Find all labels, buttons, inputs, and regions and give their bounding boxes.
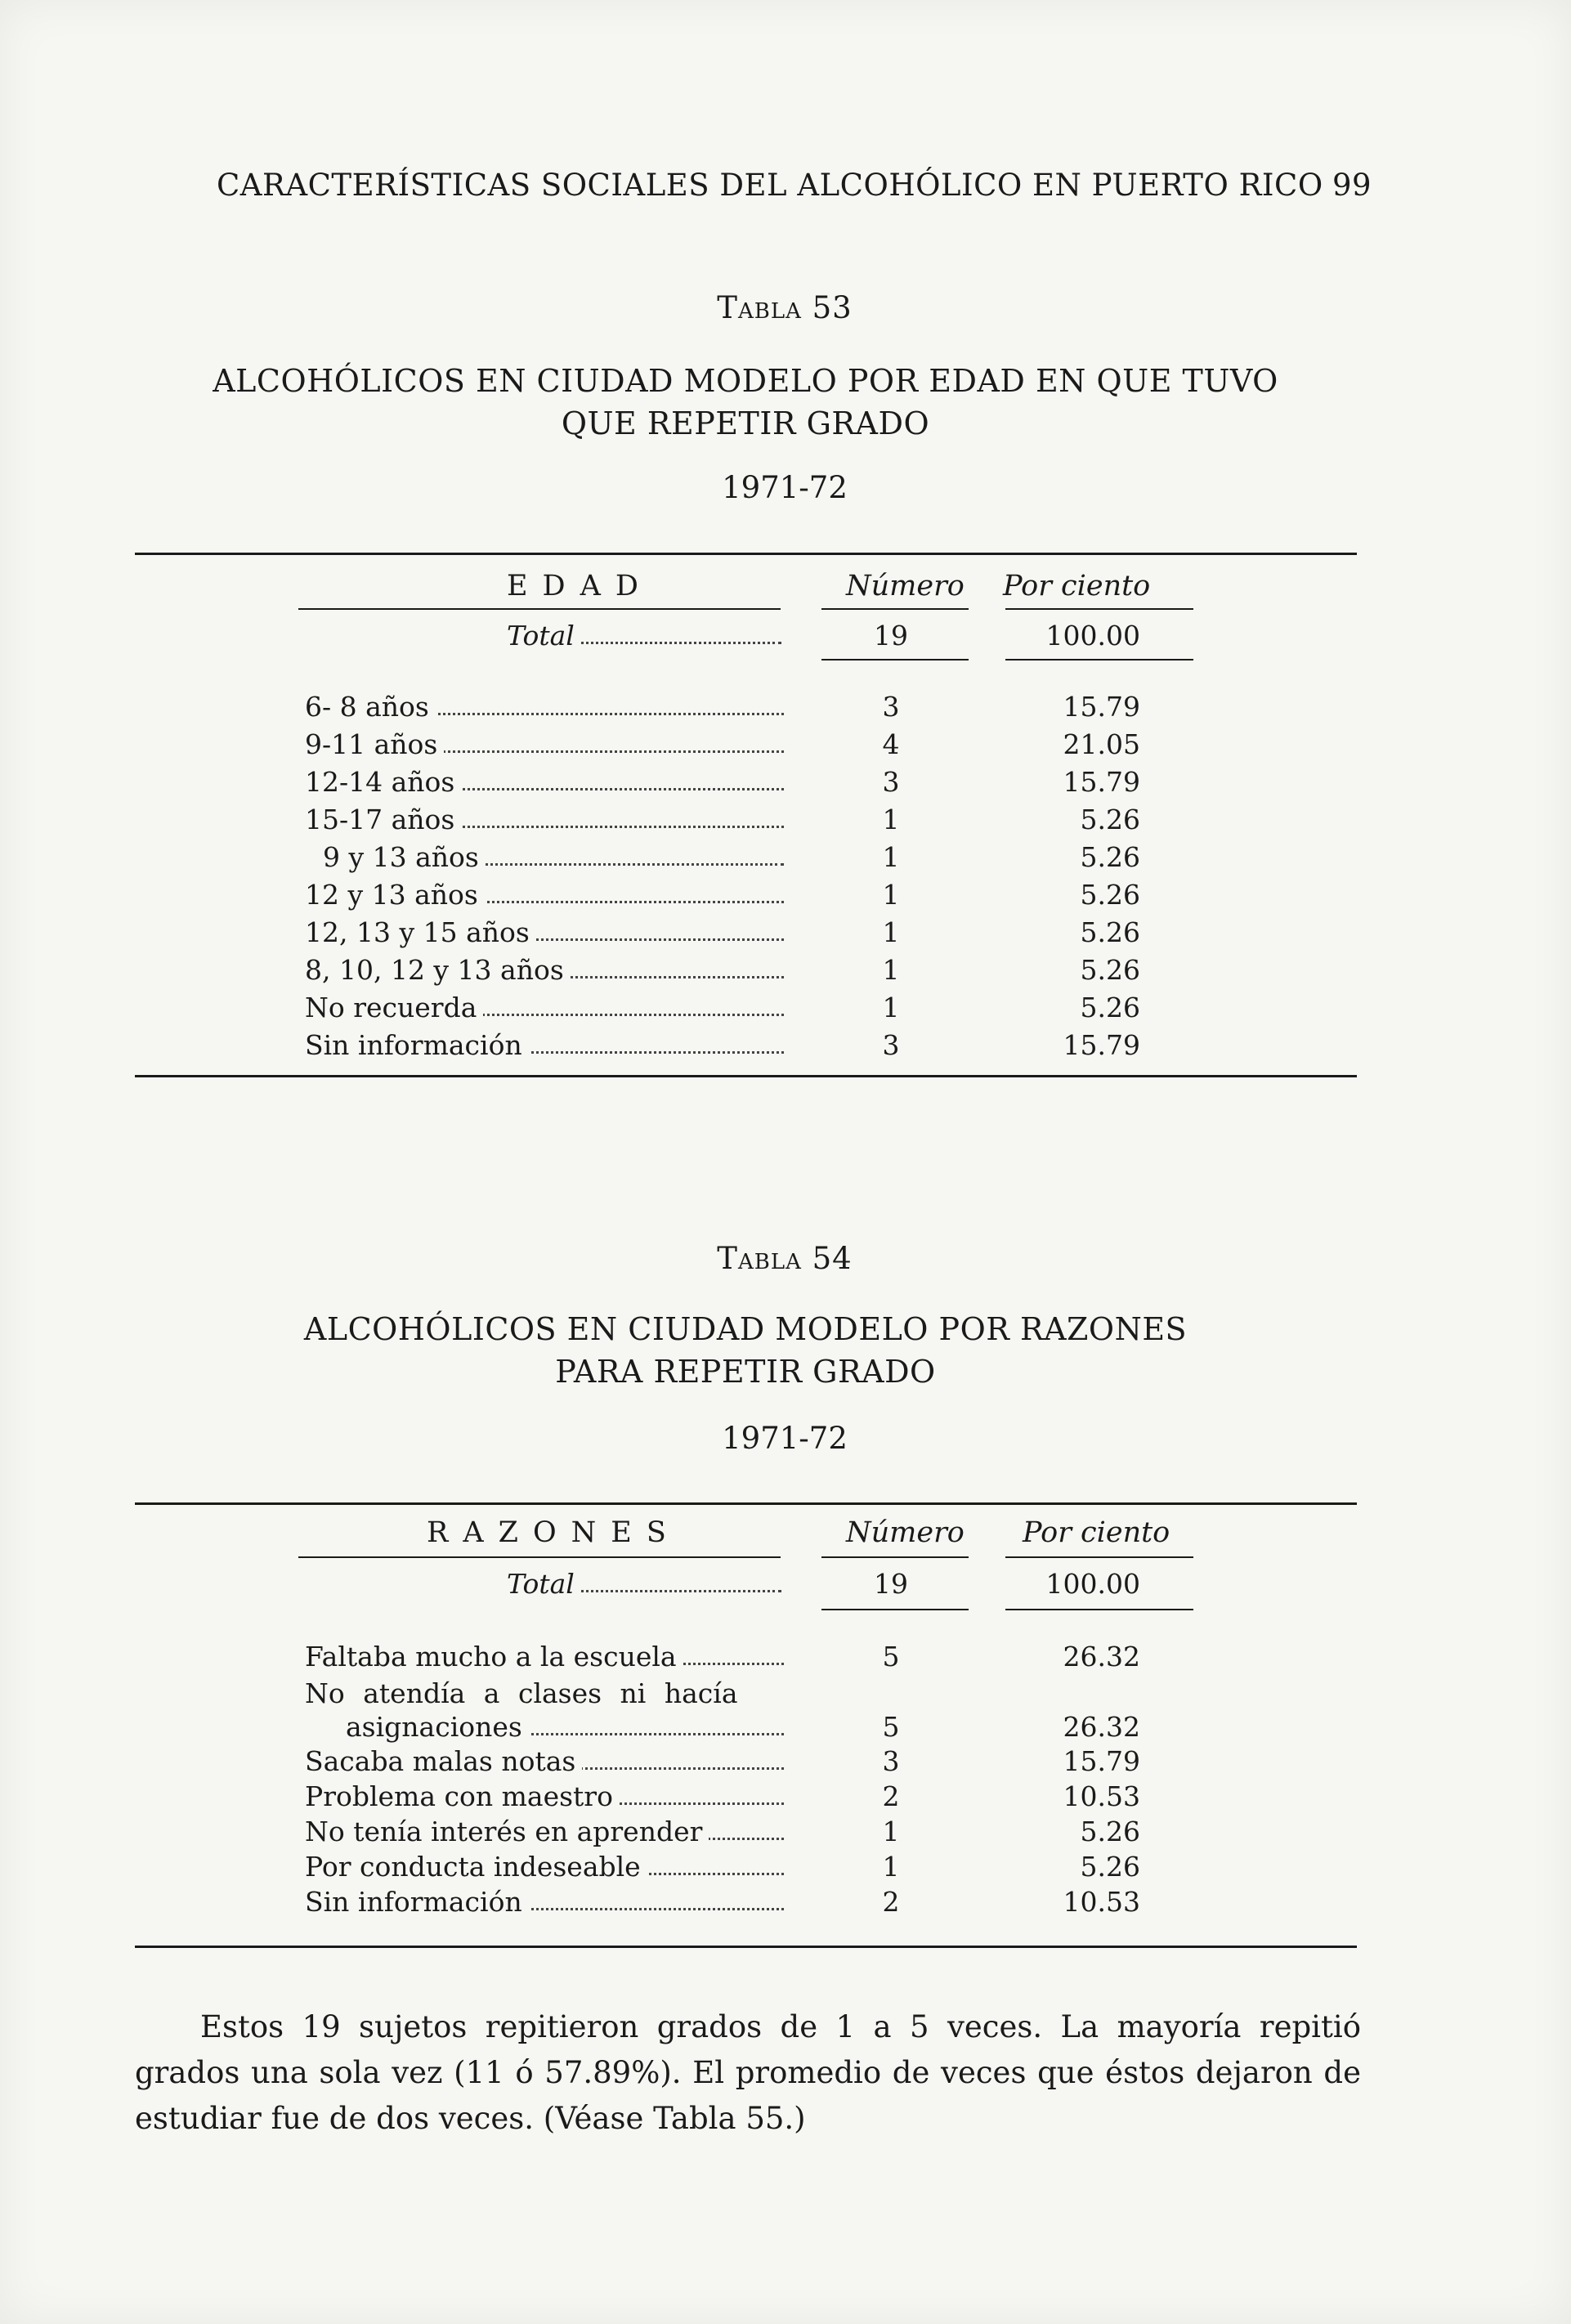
table-row [0, 1711, 1571, 1749]
page-number: 99 [1332, 168, 1372, 203]
row-label: Sacaba malas notas [305, 1745, 582, 1777]
row-percent: 5.26 [1080, 1851, 1140, 1883]
row-number: 2 [882, 1780, 900, 1812]
total-label: Total [507, 620, 581, 652]
total-number: 19 [874, 620, 908, 652]
row-number: 4 [882, 728, 900, 760]
total-underline [821, 1609, 969, 1610]
table-row [0, 1780, 1571, 1818]
table-row [0, 728, 1571, 766]
table-title-line: QUE REPETIR GRADO [561, 405, 930, 441]
row-number: 3 [882, 691, 900, 723]
header-underline [1005, 608, 1193, 610]
row-number: 5 [882, 1711, 900, 1743]
column-header-category: EDAD [507, 570, 653, 602]
row-label: 6- 8 años [305, 691, 436, 723]
row-percent: 5.26 [1080, 879, 1140, 911]
table-label-word: Tabla [717, 290, 802, 325]
total-underline [1005, 1609, 1193, 1610]
table-row [0, 1816, 1571, 1853]
row-percent: 26.32 [1063, 1711, 1140, 1743]
row-label: No tenía interés en aprender [305, 1816, 709, 1847]
row-label: No atendía a clases ni hacía [305, 1677, 745, 1709]
row-number: 5 [882, 1641, 900, 1672]
row-percent: 5.26 [1080, 954, 1140, 986]
column-header-percent: Por ciento [1003, 570, 1151, 602]
row-number: 1 [882, 879, 900, 911]
table-54-year: 1971-72 [722, 1421, 848, 1456]
table-row [0, 879, 1571, 916]
row-percent: 5.26 [1080, 804, 1140, 835]
header-underline [298, 1556, 781, 1558]
row-percent: 5.26 [1080, 1816, 1140, 1847]
table-row [0, 1745, 1571, 1783]
total-label: Total [507, 1568, 581, 1600]
row-number: 1 [882, 954, 900, 986]
table-title-line: ALCOHÓLICOS EN CIUDAD MODELO POR RAZONES [303, 1311, 1188, 1347]
row-percent: 5.26 [1080, 841, 1140, 873]
table-label-number: 54 [812, 1241, 853, 1276]
total-underline [821, 659, 969, 660]
row-number: 1 [882, 804, 900, 835]
table-row [0, 766, 1571, 804]
table-row [0, 841, 1571, 879]
table-54-title [92, 1308, 1399, 1393]
total-number: 19 [874, 1568, 908, 1600]
row-label: Problema con maestro [305, 1780, 620, 1812]
row-percent: 15.79 [1063, 691, 1140, 723]
row-percent: 15.79 [1063, 1745, 1140, 1777]
row-label: Sin información [305, 1886, 529, 1918]
column-header-percent: Por ciento [1023, 1516, 1170, 1549]
table-label-word: Tabla [717, 1241, 802, 1276]
total-underline [1005, 659, 1193, 660]
row-label: 15-17 años [305, 804, 461, 835]
row-label: Por conducta indeseable [305, 1851, 647, 1883]
row-label: asignaciones [346, 1711, 529, 1743]
table-top-rule [135, 1502, 1357, 1505]
table-53-label [0, 290, 1570, 325]
row-number: 3 [882, 766, 900, 798]
table-row [0, 992, 1571, 1029]
row-percent: 15.79 [1063, 1029, 1140, 1061]
table-label-number: 53 [812, 290, 853, 325]
table-title-line: ALCOHÓLICOS EN CIUDAD MODELO POR EDAD EN QUE TUVO [213, 363, 1278, 399]
total-percent: 100.00 [1045, 620, 1140, 652]
table-top-rule [135, 553, 1357, 555]
row-label: No recuerda [305, 992, 483, 1023]
row-label: 12-14 años [305, 766, 461, 798]
row-label: 12 y 13 años [305, 879, 485, 911]
row-number: 1 [882, 992, 900, 1023]
table-row [0, 954, 1571, 992]
table-row [0, 1677, 1571, 1715]
row-percent: 15.79 [1063, 766, 1140, 798]
table-bottom-rule [135, 1075, 1357, 1077]
row-percent: 10.53 [1063, 1780, 1140, 1812]
row-number: 2 [882, 1886, 900, 1918]
table-row [0, 804, 1571, 841]
running-head-title: CARACTERÍSTICAS SOCIALES DEL ALCOHÓLICO EN PUERTO RICO [217, 168, 1323, 203]
table-53-title [92, 360, 1399, 445]
paragraph-text: Estos 19 sujetos repitieron grados de 1 a 5 veces. La mayoría repitió grados una sola vez (11 ó 57.89%). El promedio de veces que éstos dejaron de estudiar fue de dos veces. (Véase Tabla 55.) [135, 2009, 1361, 2136]
table-title-line: PARA REPETIR GRADO [555, 1354, 936, 1390]
row-percent: 5.26 [1080, 916, 1140, 948]
table-row [0, 1641, 1571, 1678]
table-row [0, 916, 1571, 954]
row-number: 3 [882, 1029, 900, 1061]
table-bottom-rule [135, 1946, 1357, 1948]
header-underline [821, 1556, 969, 1558]
table-54-label [0, 1241, 1570, 1276]
total-row [0, 1568, 1571, 1605]
row-number: 1 [882, 1816, 900, 1847]
table-row [0, 1886, 1571, 1923]
column-header-category: RAZONES [427, 1516, 681, 1549]
header-underline [298, 608, 781, 610]
header-underline [1005, 1556, 1193, 1558]
table-row [0, 691, 1571, 728]
row-number: 1 [882, 1851, 900, 1883]
row-percent: 5.26 [1080, 992, 1140, 1023]
row-label: 9 y 13 años [323, 841, 486, 873]
row-label: 12, 13 y 15 años [305, 916, 536, 948]
table-row [0, 1851, 1571, 1888]
column-header-number: Número [846, 570, 965, 602]
row-label: 9-11 años [305, 728, 444, 760]
row-number: 1 [882, 916, 900, 948]
row-percent: 21.05 [1063, 728, 1140, 760]
table-row [0, 1029, 1571, 1067]
column-header-number: Número [846, 1516, 965, 1549]
row-label: Faltaba mucho a la escuela [305, 1641, 683, 1672]
total-row [0, 620, 1571, 657]
header-underline [821, 608, 969, 610]
row-label: Sin información [305, 1029, 529, 1061]
row-percent: 10.53 [1063, 1886, 1140, 1918]
total-percent: 100.00 [1045, 1568, 1140, 1600]
table-53-year: 1971-72 [722, 470, 848, 505]
body-paragraph [135, 2004, 1361, 2142]
row-label: 8, 10, 12 y 13 años [305, 954, 571, 986]
row-percent: 26.32 [1063, 1641, 1140, 1672]
row-number: 3 [882, 1745, 900, 1777]
row-number: 1 [882, 841, 900, 873]
